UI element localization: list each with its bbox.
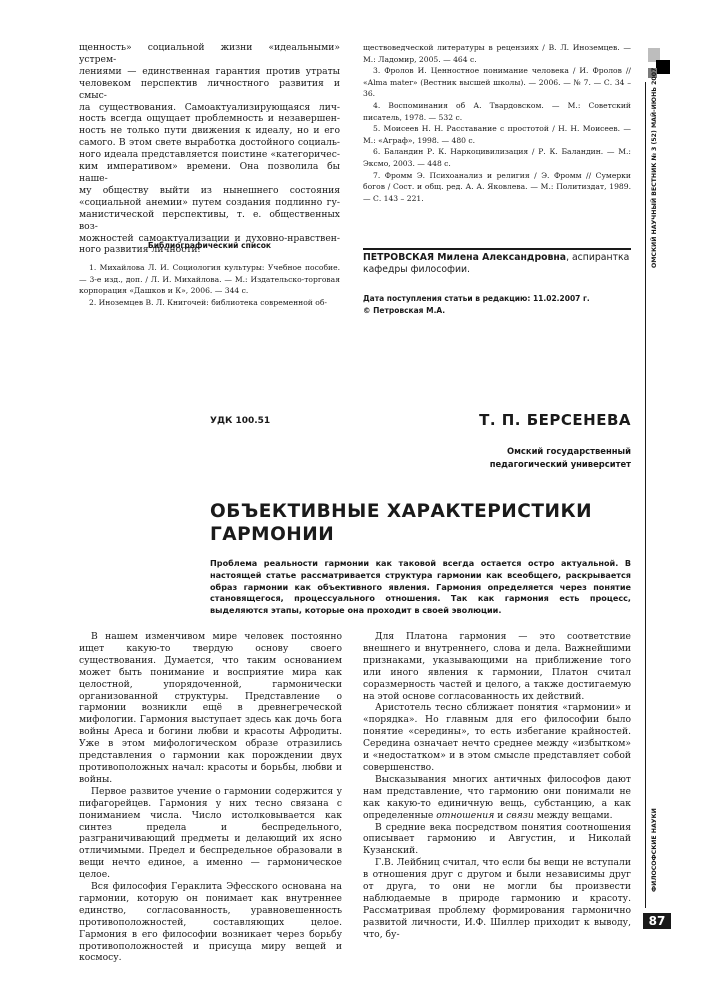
text-line: ность всегда ощущает проблемность и незавершен- [79,113,340,125]
udk-code: УДК 100.51 [210,416,271,426]
paragraph-text: и [494,809,507,821]
text-line: ла существования. Самоактуализирующаяся лич- [79,101,340,113]
paragraph: В средние века посредством понятия соотношения описывает гармонию и Августин, и Николай Кузанский. [363,821,631,857]
body-left-column [79,631,342,964]
bibliography-item: 7. Фромм Э. Психоанализ и религия / Э. Фромм // Сумерки богов / Сост. и общ. ред. А. А. Яковлева. — М.: Политиздат, 1989. — С. 143 – 221. [363,170,631,203]
bibliography-item: 6. Баландин Р. К. Наркоцивилизация / Р. К. Баландин. — М.: Эксмо, 2003. — 448 с. [363,147,631,168]
affiliation-line: педагогический университет [489,459,631,469]
bibliography-left [79,262,340,308]
article-dates [363,293,631,317]
paragraph-text: Высказывания многих античных философов дают нам представление, что гармонию они понимали не как какую-то единичную вещь, субстанцию, а как определенные [363,773,631,821]
text-line: щенность» социальной жизни «идеальными» устрем- [79,42,340,65]
bibliography-item: 1. Михайлова Л. И. Социология культуры: Учебное пособие. — 3-е изд., доп. / Л. И. Михайлова. — М.: Издательско-торговая корпорация «Дашков и К», 2006. — 344 с. [79,263,340,296]
bibliography-item: 4. Воспоминания об А. Твардовском. — М.: Советский писатель, 1978. — 532 с. [363,100,631,122]
logo-block [656,60,670,74]
section-running-head: ФИЛОСОФСКИЕ НАУКИ [651,808,658,892]
bibliography-item: ществоведческой литературы в рецензиях / В. Л. Иноземцев. — М.: Ладомир, 2005. — 464 с. [363,43,631,64]
text-line: ким императивом» времени. Она позволила бы наше- [79,161,340,184]
author-description: , аспирантка кафедры философии. [363,252,630,275]
text-line: му обществу выйти из нынешнего состояния [79,184,340,196]
title-line: ГАРМОНИИ [210,524,335,545]
text-line: манистической перспективы, т. е. общественных воз- [79,208,340,232]
sidebar-rule [645,82,646,908]
paragraph: Первое развитое учение о гармонии содержится у пифагорейцев. Гармония у них тесно связана с пониманием числа. Число истолковывается как синтез предела и беспредельного, разграничивающий предметы и делающий их ясно отличимыми. Предел и беспредельное образовали в вещи нечто единое, а именно — гармоническое целое. [79,785,342,881]
paragraph-text: между вещами. [533,809,613,821]
body-right-column [363,631,631,941]
page-number: 87 [643,913,671,929]
received-date: Дата поступления статьи в редакцию: 11.02.2007 г. [363,294,590,303]
emphasis: связи [506,809,534,821]
text-line: ного идеала представляется поистине «категоричес- [79,149,340,161]
text-line: ного развития личности. [79,244,201,256]
author-info [363,252,631,276]
text-line: человеком перспектив личностного развития и смыс- [79,77,340,101]
text-line: можностей самоактуализации и духовно-нравствен- [79,232,340,244]
copyright: © Петровская М.А. [363,306,446,315]
text-line: самого. В этом свете выработка достойного социаль- [79,137,340,149]
bibliography-item: 2. Иноземцев В. Л. Книгочей: библиотека современной об- [89,297,327,307]
article-author: Т. П. БЕРСЕНЕВА [479,411,631,429]
text-line: лениями — единственная гарантия против утраты [79,65,340,77]
bibliography-item: 5. Моисеев Н. Н. Расставание с простотой / Н. Н. Моисеев. — М.: «Аграф», 1998. — 480 с. [363,124,631,145]
journal-running-head: ОМСКИЙ НАУЧНЫЙ ВЕСТНИК № 3 (52) МАЙ-ИЮНЬ 2007 [651,67,658,268]
article-title [210,500,631,546]
author-affiliation [420,445,631,471]
paragraph: В нашем изменчивом мире человек постоянно ищет какую-то твердую основу своего существования. Думается, что таким основанием может быть понимание и восприятие мира как целостной, упорядоченной, гармонически организованной структуры. Представление о гармонии возникли ещё в древнегреческой мифологии. Гармония выступает здесь как дочь бога войны Ареса и богини любви и красоты Афродиты. Уже в этом мифологическом образе отразились представления о гармонии как порождении двух противоположных начал: красоты и борьбы, любви и войны. [79,631,342,785]
affiliation-line: Омский государственный [506,446,631,456]
top-left-text [79,42,340,256]
paragraph [363,774,631,822]
text-line: ность не только пути движения к идеалу, но и его [79,125,340,137]
bibliography-item: 3. Фролов И. Ценностное понимание человека / И. Фролов // «Alma mater» (Вестник высшей школы). — 2006. — № 7. — С. 34 – 36. [363,66,631,99]
paragraph: Для Платона гармония — это соответствие внешнего и внутреннего, слова и дела. Важнейшими признаками, указывающими на приближение того или иного явления к гармонии, Платон считал соразмерность частей и целого, а также достигаемую на этой основе согласованность их действий. [363,631,631,702]
title-line: ОБЪЕКТИВНЫЕ ХАРАКТЕРИСТИКИ [210,501,593,522]
bibliography-heading: Библиографический список [147,241,272,250]
article-abstract: Проблема реальности гармонии как таковой всегда остается остро актуальной. В настоящей статье рассматривается структура гармонии как всеобщего, раскрывается образ гармонии как объективного явления. Гармония определяется через понятие становящегося, процессуального отношения. Так как гармония есть процесс, выделяются этапы, которые она проходит в своей эволюции. [210,558,631,616]
author-name: ПЕТРОВСКАЯ Милена Александровна [363,252,567,263]
bibliography-right [363,42,631,204]
author-divider [363,248,631,250]
emphasis: отношения [436,809,495,821]
paragraph: Вся философия Гераклита Эфесского основана на гармонии, которую он понимает как внутреннее единство, согласованность, уравновешенность противоположностей, составляющих целое. Гармония в его философии возникает через борьбу противоположностей и присуща миру вещей и космосу. [79,881,342,964]
paragraph: Г.В. Лейбниц считал, что если бы вещи не вступали в отношения друг с другом и были независимы друг от друга, то они не могли бы произвести наблюдаемые в природе гармонию и красоту. Рассматривая проблему формирования гармонично развитой личности, И.Ф. Шиллер приходит к выводу, что, бу- [363,857,631,940]
paragraph: Аристотель тесно сближает понятия «гармонии» и «порядка». Но главным для его философии было понятие «середины», то есть избегание крайностей. Середина означает нечто среднее между «избытком» и «недостатком» и в этом смысле представляет собой совершенство. [363,702,631,773]
text-line: «социальной анемии» путем создания подлинно гу- [79,196,340,208]
